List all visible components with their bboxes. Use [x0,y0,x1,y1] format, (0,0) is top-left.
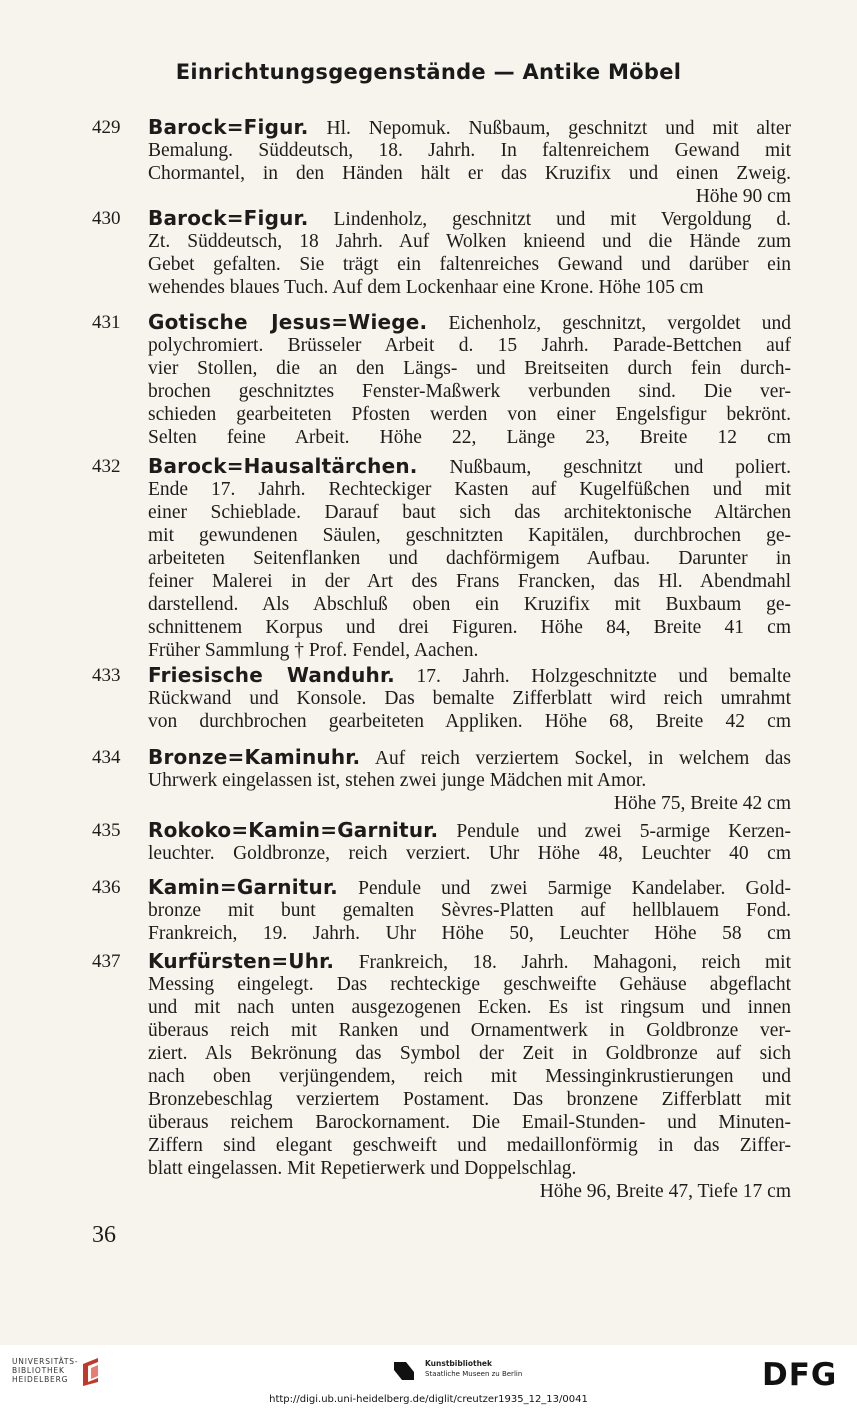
entry-line: Barock=Hausaltärchen. Nußbaum, geschnitzt und poliert. [148,455,791,478]
university-library-text[interactable]: UNIVERSITÄTS- BIBLIOTHEK HEIDELBERG [12,1357,79,1384]
entry-line: mit gewundenen Säulen, geschnitzten Kapitälen, durchbrochen ge- [148,525,791,546]
entry-number: 429 [92,117,121,138]
entry-line: darstellend. Als Abschluß oben ein Kruzifix mit Buxbaum ge- [148,594,791,615]
entry-line: Rokoko=Kamin=Garnitur. Pendule und zwei 5-armige Kerzen- [148,819,791,842]
entry-line: ziert. Als Bekrönung das Symbol der Zeit in Goldbronze auf sich [148,1043,791,1064]
kunstbibliothek-text[interactable]: Kunstbibliothek Staatliche Museen zu Berlin [425,1359,523,1378]
entry-title: Bronze=Kaminuhr. [148,746,361,769]
entry-number: 434 [92,747,121,768]
entry-title: Friesische Wanduhr. [148,664,395,687]
entry-title: Kamin=Garnitur. [148,876,338,899]
entry-line: Kurfürsten=Uhr. Frankreich, 18. Jahrh. Mahagoni, reich mit [148,950,791,973]
entry-line: Messing eingelegt. Das rechteckige geschweifte Gehäuse abgeflacht [148,974,791,995]
entry-line: von durchbrochen gearbeiteten Appliken. Höhe 68, Breite 42 cm [148,711,791,732]
entry-line: und mit nach unten ausgezogenen Ecken. Es ist ringsum und innen [148,997,791,1018]
entry-line: polychromiert. Brüsseler Arbeit d. 15 Jahrh. Parade-Bettchen auf [148,335,791,356]
entry-number: 436 [92,877,121,898]
entry-number: 433 [92,665,121,686]
entry-title: Kurfürsten=Uhr. [148,950,335,973]
entry-line: Kamin=Garnitur. Pendule und zwei 5armige Kandelaber. Gold- [148,876,791,899]
entry-line: Bemalung. Süddeutsch, 18. Jahrh. In faltenreichem Gewand mit [148,140,791,161]
entry-line: nach oben verjüngendem, reich mit Messinginkrustierungen und [148,1066,791,1087]
entry-line: Gebet gefalten. Sie trägt ein faltenreiches Gewand und darüber ein [148,254,791,275]
entry-line: Uhrwerk eingelassen ist, stehen zwei junge Mädchen mit Amor. [148,770,647,791]
page-header: Einrichtungsgegenstände — Antike Möbel [175,60,682,84]
entry-line: Ziffern sind elegant geschweift und medaillonförmig in das Ziffer- [148,1135,791,1156]
entry-line: Höhe 96, Breite 47, Tiefe 17 cm [539,1181,791,1202]
entry-line: Rückwand und Konsole. Das bemalte Zifferblatt wird reich umrahmt [148,688,791,709]
entry-title: Barock=Figur. [148,207,309,230]
entry-line: Ende 17. Jahrh. Rechteckiger Kasten auf Kugelfüßchen und mit [148,479,791,500]
entry-line: wehendes blaues Tuch. Auf dem Lockenhaar eine Krone. Höhe 105 cm [148,277,704,298]
entry-line: bronze mit bunt gemalten Sèvres-Platten auf hellblauem Fond. [148,900,791,921]
entry-line: Gotische Jesus=Wiege. Eichenholz, geschnitzt, vergoldet und [148,311,791,334]
entry-line: überaus reichem Barockornament. Die Email-Stunden- und Minuten- [148,1112,791,1133]
kunstbibliothek-logo-icon[interactable] [392,1358,416,1382]
entry-number: 435 [92,820,121,841]
entry-line: arbeiteten Seitenflanken und dachförmigem Aufbau. Darunter in [148,548,791,569]
page-number: 36 [92,1222,116,1248]
entry-number: 431 [92,312,121,333]
entry-number: 430 [92,208,121,229]
entry-line: feiner Malerei in der Art des Frans Francken, das Hl. Abendmahl [148,571,791,592]
entry-line: überaus reich mit Ranken und Ornamentwerk in Goldbronze ver- [148,1020,791,1041]
entry-title: Rokoko=Kamin=Garnitur. [148,819,439,842]
entry-line: Barock=Figur. Lindenholz, geschnitzt und mit Vergoldung d. [148,207,791,230]
entry-line: einer Schieblade. Darauf baut sich das architektonische Altärchen [148,502,791,523]
entry-line: Bronzebeschlag verziertem Postament. Das bronzene Zifferblatt mit [148,1089,791,1110]
entry-line: schieden gearbeiteten Pfosten werden von einer Engelsfigur bekrönt. [148,404,791,425]
entry-line: Früher Sammlung † Prof. Fendel, Aachen. [148,640,479,661]
entry-line: Höhe 90 cm [695,186,791,207]
entry-line: Friesische Wanduhr. 17. Jahrh. Holzgeschnitzte und bemalte [148,664,791,687]
entry-line: Höhe 75, Breite 42 cm [613,793,791,814]
entry-number: 432 [92,456,121,477]
entry-line: Bronze=Kaminuhr. Auf reich verziertem Sockel, in welchem das [148,746,791,769]
university-logo-icon[interactable] [80,1356,102,1388]
entry-line: Chormantel, in den Händen hält er das Kruzifix und einen Zweig. [148,163,791,184]
entry-line: Selten feine Arbeit. Höhe 22, Länge 23, Breite 12 cm [148,427,791,448]
entry-number: 437 [92,951,121,972]
entry-line: leuchter. Goldbronze, reich verziert. Uhr Höhe 48, Leuchter 40 cm [148,843,791,864]
entry-line: vier Stollen, die an den Längs- und Breitseiten durch fein durch- [148,358,791,379]
entry-line: schnittenem Korpus und drei Figuren. Höhe 84, Breite 41 cm [148,617,791,638]
entry-title: Gotische Jesus=Wiege. [148,311,428,334]
entry-line: blatt eingelassen. Mit Repetierwerk und Doppelschlag. [148,1158,577,1179]
dfg-logo[interactable]: DFG [762,1357,838,1393]
entry-title: Barock=Figur. [148,116,309,139]
entry-line: Barock=Figur. Hl. Nepomuk. Nußbaum, geschnitzt und mit alter [148,116,791,139]
entry-title: Barock=Hausaltärchen. [148,455,418,478]
entry-line: Frankreich, 19. Jahrh. Uhr Höhe 50, Leuchter Höhe 58 cm [148,923,791,944]
source-url[interactable]: http://digi.ub.uni-heidelberg.de/diglit/creutzer1935_12_13/0041 [269,1394,588,1405]
entry-line: Zt. Süddeutsch, 18 Jahrh. Auf Wolken knieend und die Hände zum [148,231,791,252]
entry-line: brochen geschnitztes Fenster-Maßwerk verbunden sind. Die ver- [148,381,791,402]
